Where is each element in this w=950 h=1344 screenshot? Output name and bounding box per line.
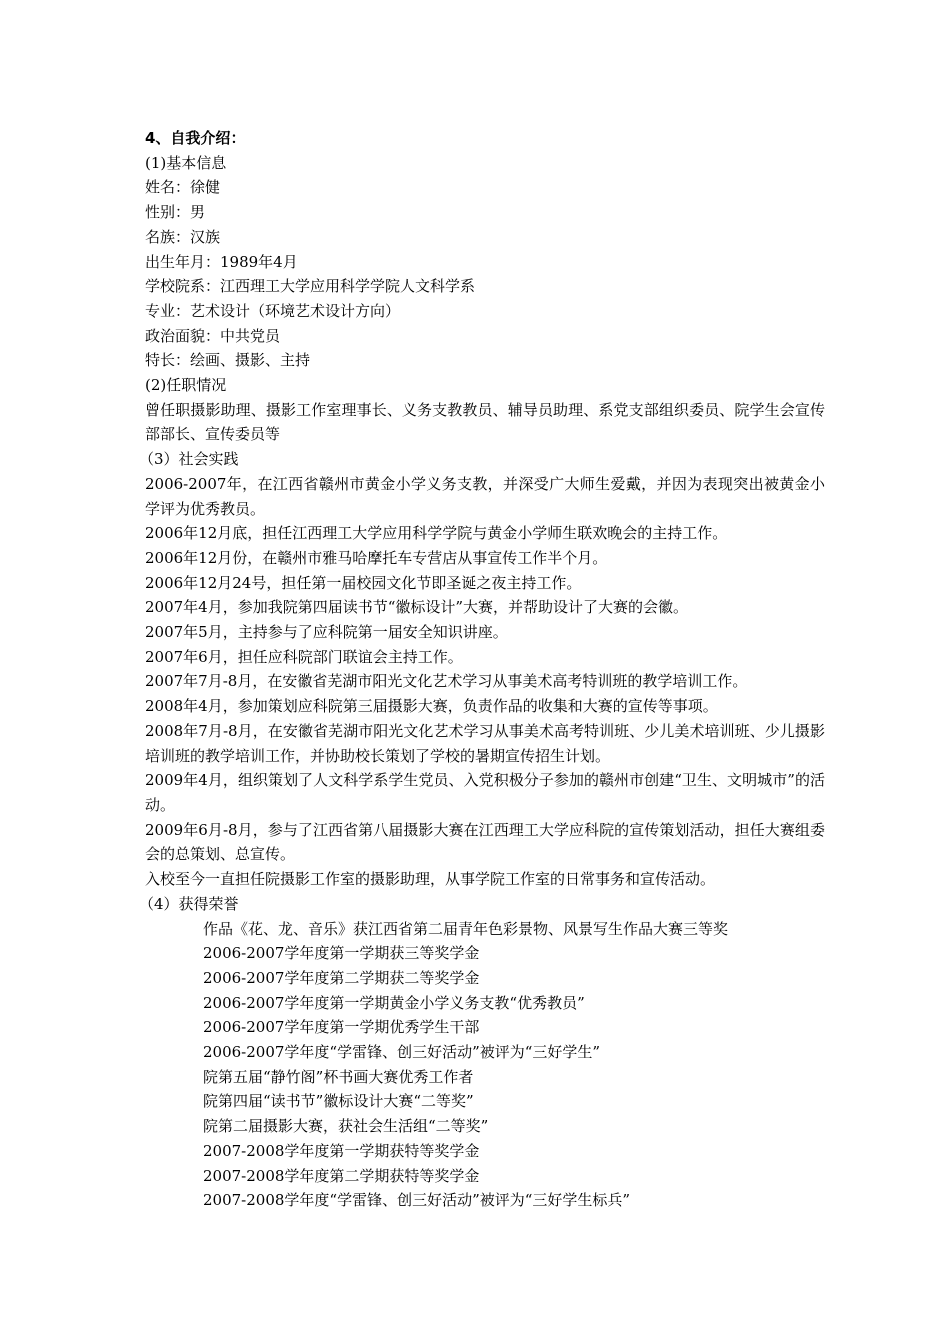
honors-heading: （4）获得荣誉 [139,894,239,913]
practice-item: 2007年6月，担任应科院部门联谊会主持工作。 [145,647,463,666]
positions-text: 曾任职摄影助理、摄影工作室理事长、义务支教教员、辅导员助理、系党支部组织委员、院学生会宣传部部长、宣传委员等 [145,400,825,444]
honor-item: 2007-2008学年度“学雷锋、创三好活动”被评为“三好学生标兵” [203,1191,631,1210]
honor-item: 作品《花、龙、音乐》获江西省第二届青年色彩景物、风景写生作品大赛三等奖 [203,919,729,938]
practice-item: 2006-2007年，在江西省赣州市黄金小学义务支教，并深受广大师生爱戴，并因为表现突出被黄金小学评为优秀教员。 [145,474,825,518]
practice-item: 2007年5月，主持参与了应科院第一届安全知识讲座。 [145,623,508,642]
honor-item: 院第四届“读书节”徽标设计大赛“二等奖” [203,1092,474,1111]
practice-item: 2006年12月24号，担任第一届校园文化节即圣诞之夜主持工作。 [145,573,582,592]
practice-item: 2006年12月份，在赣州市雅马哈摩托车专营店从事宣传工作半个月。 [145,548,608,567]
practice-item: 2007年7月-8月，在安徽省芜湖市阳光文化艺术学习从事美术高考特训班的教学培训工作。 [145,672,748,691]
honor-item: 2006-2007学年度第一学期获三等奖学金 [203,944,480,963]
birth-line: 出生年月：1989年4月 [145,252,298,271]
name-line: 姓名：徐健 [145,178,221,197]
skills-line: 特长：绘画、摄影、主持 [145,351,311,370]
practice-item: 2008年7月-8月，在安徽省芜湖市阳光文化艺术学习从事美术高考特训班、少儿美术培训班、少儿摄影培训班的教学培训工作，并协助校长策划了学校的暑期宣传招生计划。 [145,721,825,765]
gender-line: 性别：男 [145,203,206,222]
school-line: 学校院系：江西理工大学应用科学学院人文科学系 [145,277,476,296]
major-line: 专业：艺术设计（环境艺术设计方向） [145,301,401,320]
practice-item: 2009年6月-8月，参与了江西省第八届摄影大赛在江西理工大学应科院的宣传策划活动，担任大赛组委会的总策划、总宣传。 [145,820,825,864]
honor-item: 2007-2008学年度第二学期获特等奖学金 [203,1166,480,1185]
honor-item: 2006-2007学年度第二学期获二等奖学金 [203,968,480,987]
honor-item: 2007-2008学年度第一学期获特等奖学金 [203,1141,480,1160]
practice-item: 2009年4月，组织策划了人文科学系学生党员、入党积极分子参加的赣州市创建“卫生、文明城市”的活动。 [145,771,825,814]
honor-item: 2006-2007学年度第一学期黄金小学义务支教“优秀教员” [203,993,585,1012]
practice-item: 2008年4月，参加策划应科院第三届摄影大赛，负责作品的收集和大赛的宣传等事项。 [145,697,718,716]
ethnicity-line: 名族：汉族 [145,227,221,246]
honor-item: 院第五届“静竹阁”杯书画大赛优秀工作者 [203,1067,474,1086]
basic-info-heading: (1)基本信息 [145,153,227,172]
honor-item: 2006-2007学年度“学雷锋、创三好活动”被评为“三好学生” [203,1043,601,1062]
practice-item: 2007年4月，参加我院第四届读书节“徽标设计”大赛，并帮助设计了大赛的会徽。 [145,598,689,617]
practice-item: 2006年12月底，担任江西理工大学应用科学学院与黄金小学师生联欢晚会的主持工作。 [145,524,728,543]
section-title: 4、自我介绍： [145,129,246,147]
honor-item: 院第二届摄影大赛，获社会生活组“二等奖” [203,1117,489,1136]
document-page [139,126,825,1213]
practice-heading: （3）社会实践 [139,450,239,469]
practice-item: 入校至今一直担任院摄影工作室的摄影助理，从事学院工作室的日常事务和宣传活动。 [145,870,716,889]
positions-heading: (2)任职情况 [145,376,227,395]
honor-item: 2006-2007学年度第一学期优秀学生干部 [203,1018,480,1037]
political-line: 政治面貌：中共党员 [145,326,281,345]
